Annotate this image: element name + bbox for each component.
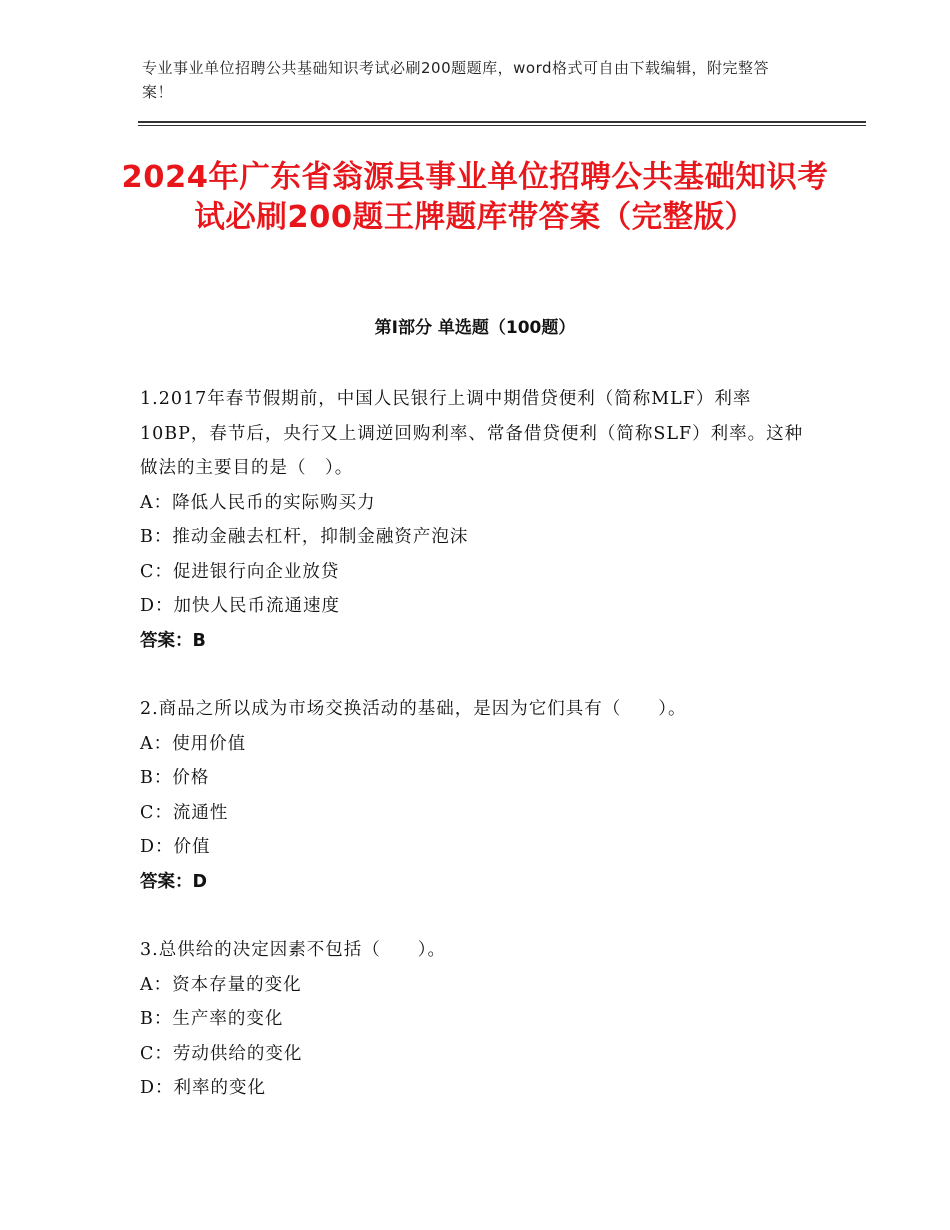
option-d: D：加快人民币流通速度 (140, 596, 341, 616)
question-text: 2.商品之所以成为市场交换活动的基础，是因为它们具有（ ）。 (140, 699, 687, 719)
option-b: B：价格 (140, 768, 210, 788)
section-title: 第Ⅰ部分 单选题（100题） (374, 318, 576, 338)
option-b: B：推动金融去杠杆，抑制金融资产泡沫 (140, 527, 469, 547)
option-a: A：使用价值 (140, 733, 247, 754)
document-title: 2024年广东省翁源县事业单位招聘公共基础知识考试必刷200题王牌题库带答案（完整版） (121, 160, 829, 235)
header-note: 专业事业单位招聘公共基础知识考试必刷200题题库，word格式可自由下载编辑，附完整答案！ (142, 59, 770, 101)
header-divider-thin (138, 125, 866, 126)
question-list (140, 382, 810, 1106)
question-2 (140, 692, 810, 899)
option-c: C：促进银行向企业放贷 (140, 561, 340, 582)
option-a: A：资本存量的变化 (140, 974, 302, 995)
option-c: C：劳动供给的变化 (140, 1043, 303, 1064)
answer: 答案：D (140, 871, 208, 892)
option-a: A：降低人民币的实际购买力 (140, 492, 376, 513)
question-text: 3.总供给的决定因素不包括（ ）。 (140, 940, 446, 960)
option-d: D：利率的变化 (140, 1078, 267, 1098)
option-d: D：价值 (140, 837, 211, 857)
question-1 (140, 382, 810, 658)
question-text: 1.2017年春节假期前，中国人民银行上调中期借贷便利（简称MLF）利率10BP，春节后，央行又上调逆回购利率、常备借贷便利（简称SLF）利率。这种做法的主要目的是（ ）。 (140, 389, 804, 478)
question-3 (140, 933, 810, 1106)
header-divider (138, 121, 866, 123)
answer: 答案：B (140, 630, 206, 651)
option-c: C：流通性 (140, 802, 229, 823)
option-b: B：生产率的变化 (140, 1009, 284, 1029)
